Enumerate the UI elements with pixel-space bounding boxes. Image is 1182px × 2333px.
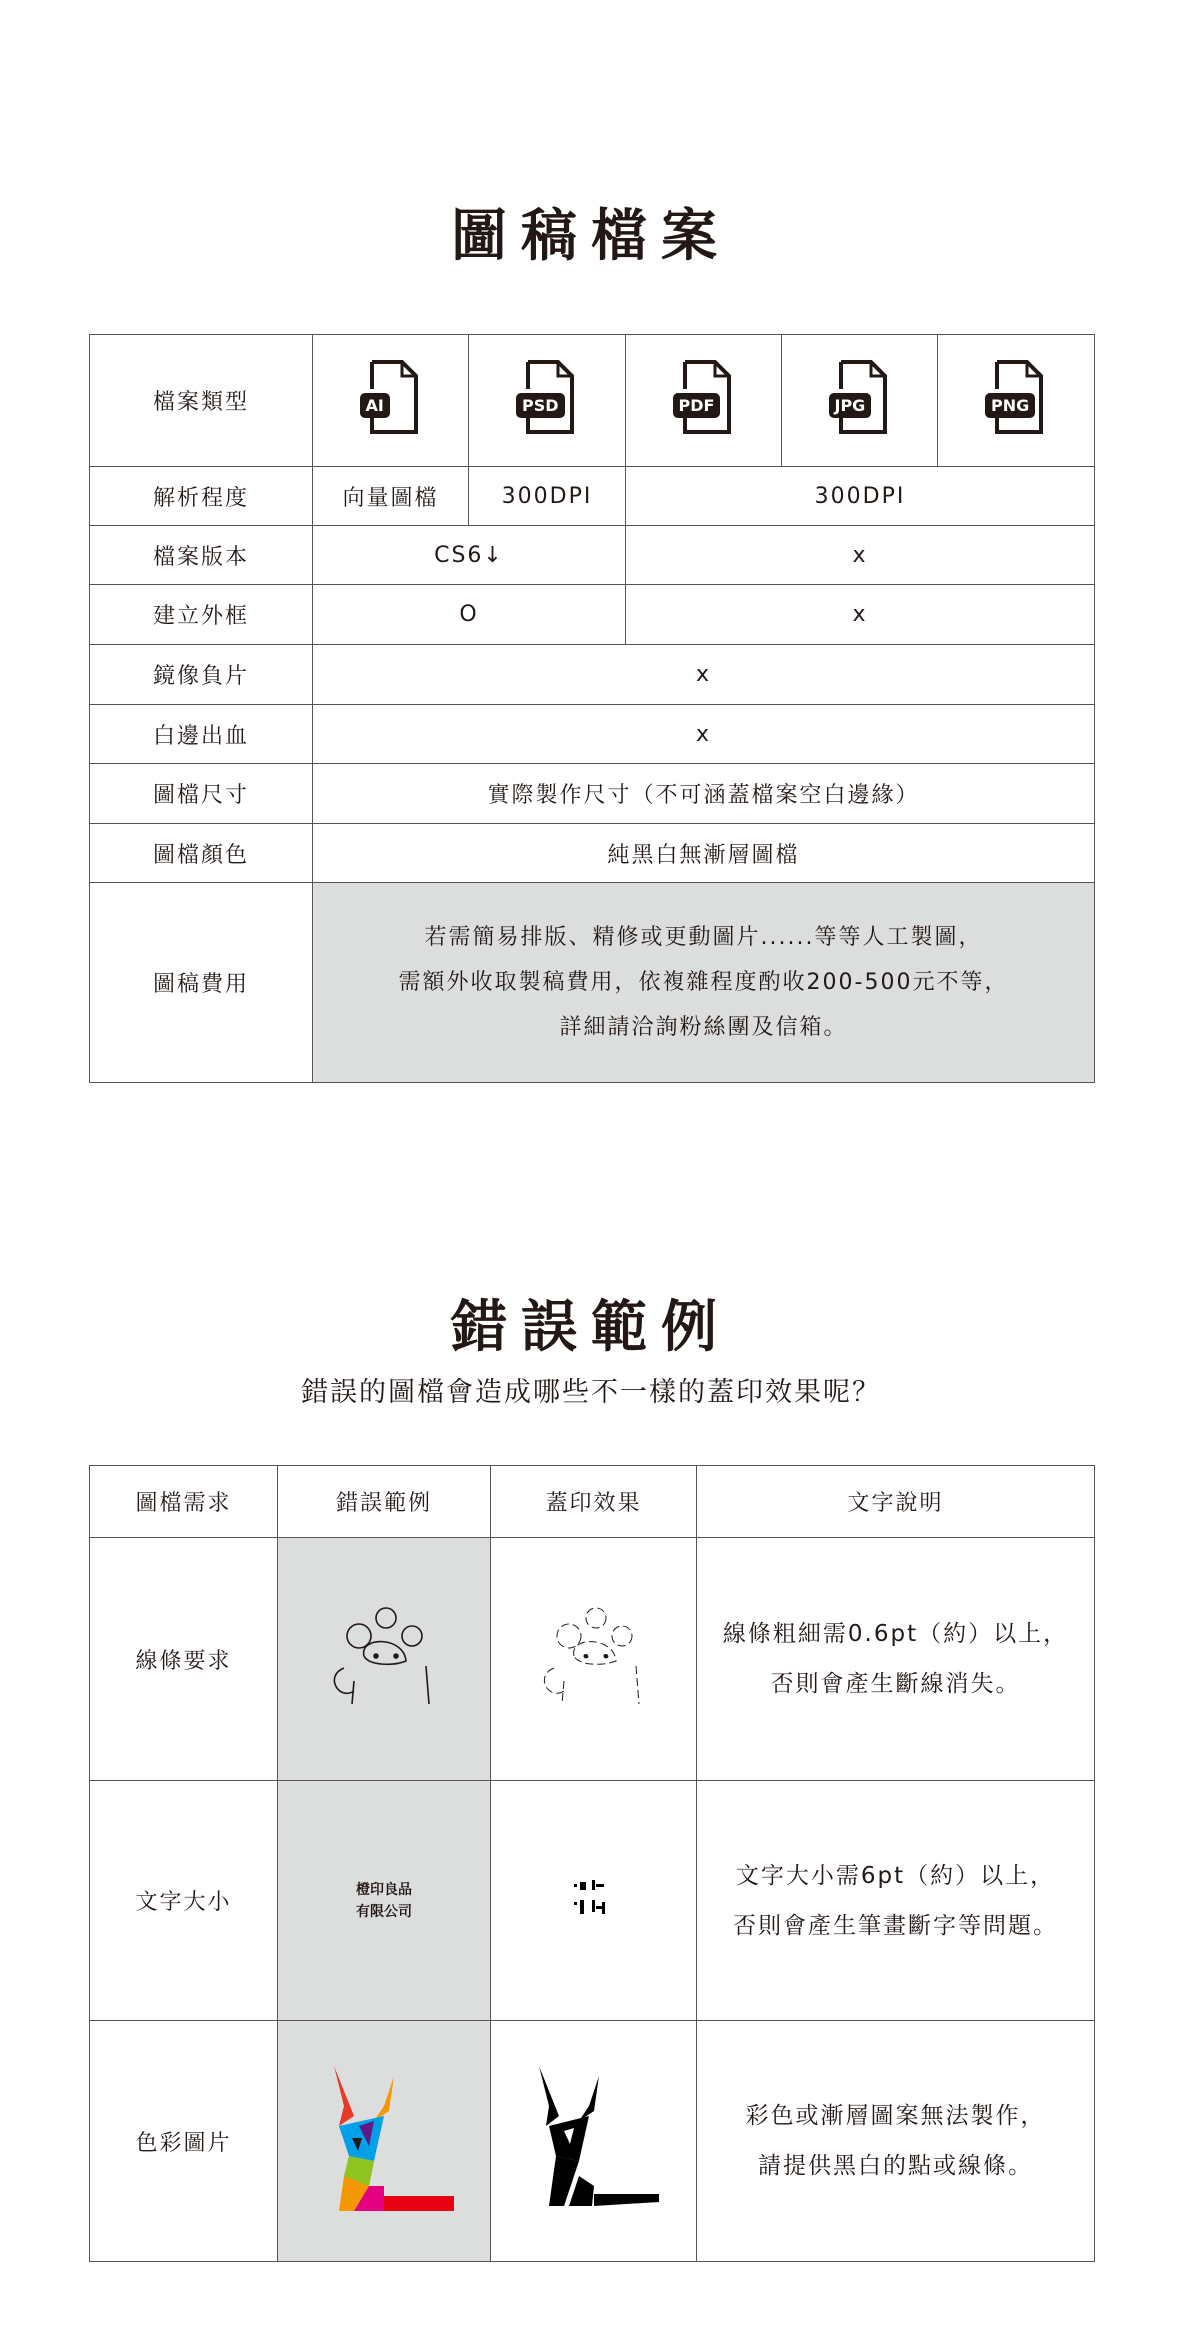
header: 文字說明: [697, 1466, 1095, 1538]
cell: 向量圖檔: [313, 467, 469, 526]
cell: 純黑白無漸層圖檔: [313, 824, 1095, 883]
cell: x: [313, 645, 1095, 705]
file-spec-table: [89, 334, 1095, 1083]
row-label: 文字大小: [90, 1781, 278, 2021]
row-label: 圖檔顏色: [90, 824, 313, 883]
row-label: 色彩圖片: [90, 2021, 278, 2262]
section1-title: 圖稿檔案: [451, 204, 731, 269]
row-label: 檔案類型: [90, 335, 313, 467]
row-label: 線條要求: [90, 1538, 278, 1781]
small-text-example: 橙印良品 有限公司: [278, 1781, 491, 2021]
description: 線條粗細需0.6pt（約）以上， 否則會產生斷線消失。: [697, 1538, 1095, 1781]
file-pdf-icon: PDF: [673, 359, 735, 437]
file-ai-icon: AI: [360, 359, 422, 437]
file-png-icon: PNG: [985, 359, 1047, 437]
section2-subtitle: 錯誤的圖檔會造成哪些不一樣的蓋印效果呢？: [301, 1377, 881, 1408]
fee-cell: 若需簡易排版、精修或更動圖片......等等人工製圖， 需額外收取製稿費用，依複雜程度酌收200-500元不等， 詳細請洽詢粉絲團及信箱。: [313, 883, 1095, 1083]
cell: O: [313, 585, 626, 645]
row-label: 圖稿費用: [90, 883, 313, 1083]
file-psd-icon: PSD: [516, 359, 578, 437]
description: 文字大小需6pt（約）以上， 否則會產生筆畫斷字等問題。: [697, 1781, 1095, 2021]
description: 彩色或漸層圖案無法製作， 請提供黑白的點或線條。: [697, 2021, 1095, 2262]
bw-deer-image: [491, 2021, 697, 2262]
row-label: 解析程度: [90, 467, 313, 526]
bear-thin-line-image: [278, 1538, 491, 1781]
cell: x: [626, 585, 1095, 645]
header: 錯誤範例: [278, 1466, 491, 1538]
error-example-table: [89, 1465, 1095, 2262]
cell: 300DPI: [469, 467, 626, 526]
cell: 實際製作尺寸（不可涵蓋檔案空白邊緣）: [313, 764, 1095, 824]
row-label: 白邊出血: [90, 705, 313, 764]
row-label: 檔案版本: [90, 526, 313, 585]
cell: 300DPI: [626, 467, 1095, 526]
file-jpg-icon: JPG: [829, 359, 891, 437]
row-label: 圖檔尺寸: [90, 764, 313, 824]
broken-text-image: [491, 1781, 697, 2021]
header: 蓋印效果: [491, 1466, 697, 1538]
cell: CS6↓: [313, 526, 626, 585]
row-label: 鏡像負片: [90, 645, 313, 705]
header: 圖檔需求: [90, 1466, 278, 1538]
bear-broken-line-image: [491, 1538, 697, 1781]
row-file-type: [90, 335, 1095, 467]
cell: x: [626, 526, 1095, 585]
section2-title: 錯誤範例: [451, 1295, 731, 1360]
color-deer-image: [278, 2021, 491, 2262]
row-label: 建立外框: [90, 585, 313, 645]
cell: x: [313, 705, 1095, 764]
